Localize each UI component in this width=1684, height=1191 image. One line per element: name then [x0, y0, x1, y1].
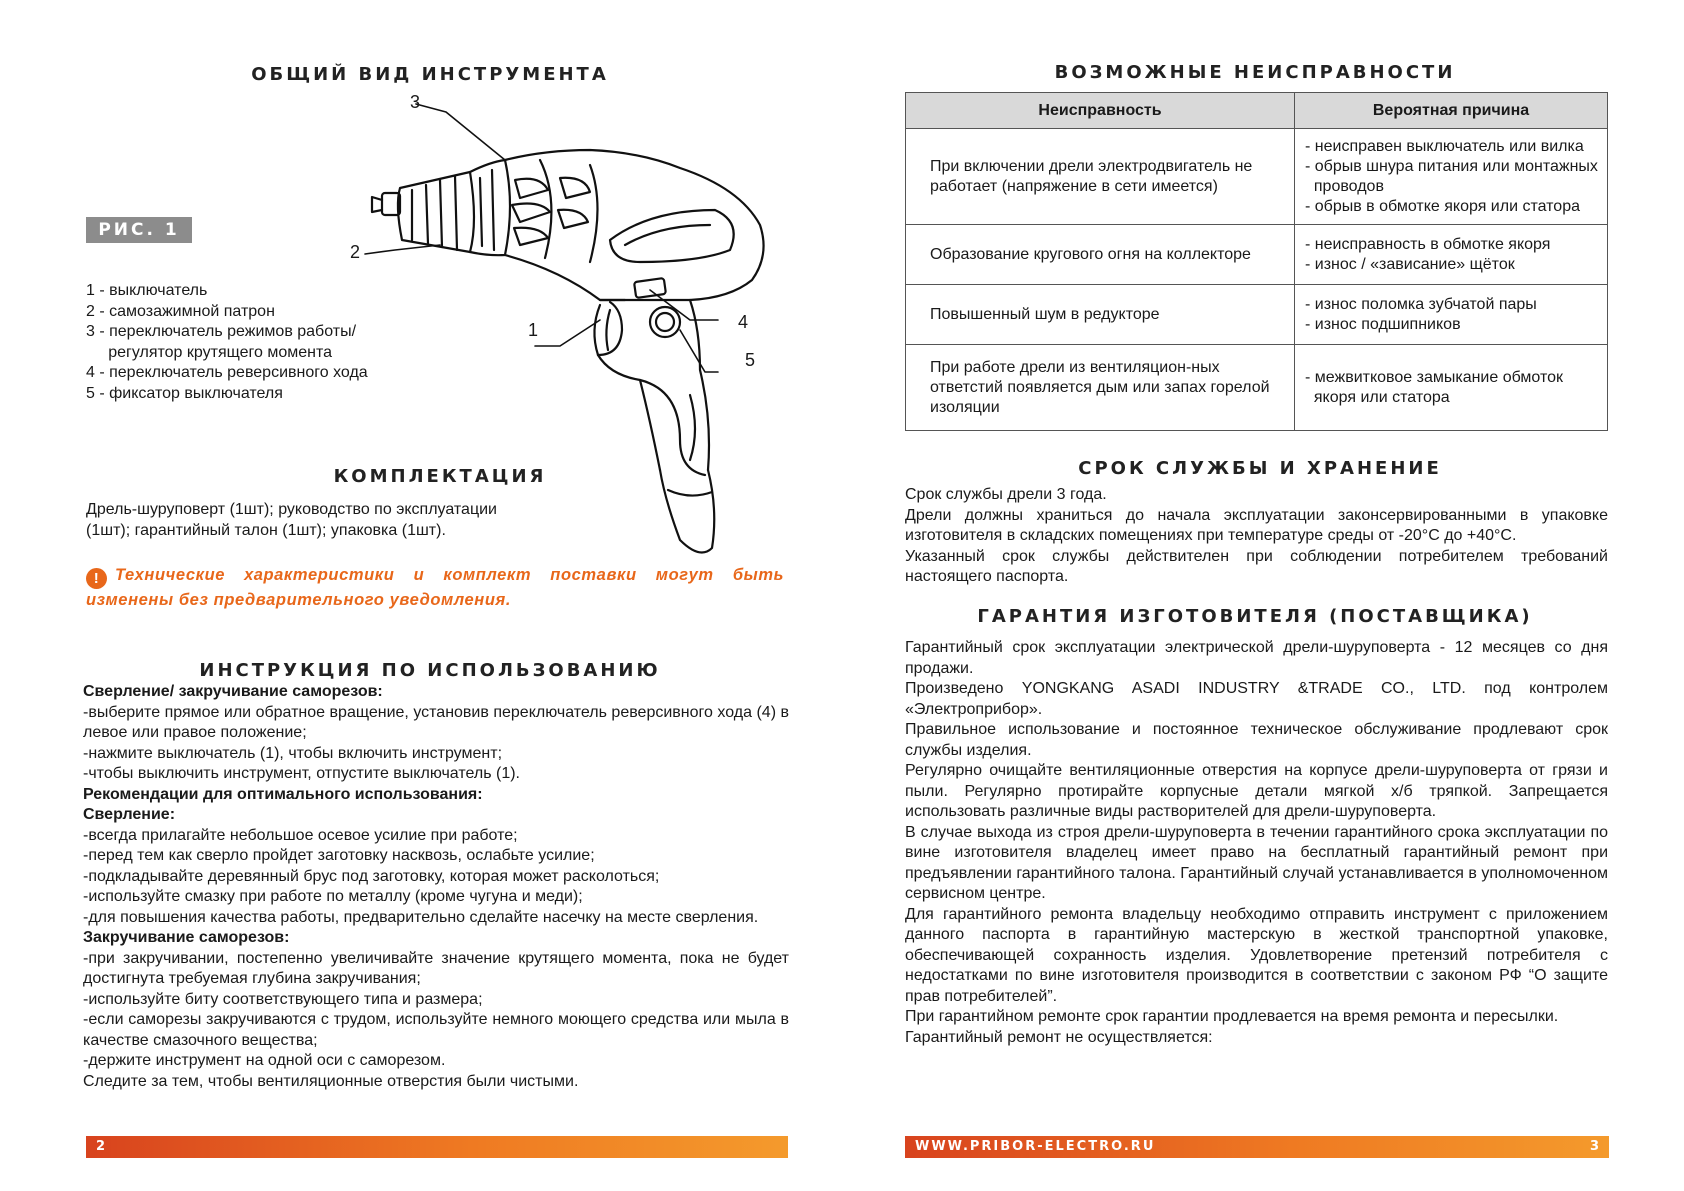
cause-cell: - неисправность в обмотке якоря - износ / «зависание» щёток	[1295, 225, 1608, 285]
kit-text	[86, 500, 556, 541]
warranty-line: Гарантийный срок эксплуатации электрической дрели-шуруповерта - 12 месяцев со дня продажи.	[905, 639, 1608, 677]
instruction-line: Следите за тем, чтобы вентиляционные отверстия были чистыми.	[83, 1072, 579, 1090]
table-header: Неисправность	[906, 93, 1295, 129]
fault-cell: Повышенный шум в редукторе	[906, 285, 1295, 345]
instruction-line: -для повышения качества работы, предварительно сделайте насечку на месте сверления.	[83, 908, 759, 926]
legend-item: 4 - переключатель реверсивного хода	[86, 364, 368, 381]
faults-title: ВОЗМОЖНЫЕ НЕИСПРАВНОСТИ	[1054, 62, 1456, 83]
fault-cell: При работе дрели из вентиляцион-ных ответстий появляется дым или запах горелой изоляции	[906, 345, 1295, 431]
table-row	[906, 129, 1608, 225]
instruction-line: -используйте смазку при работе по металлу (кроме чугуна и меди);	[83, 888, 583, 905]
table-row	[906, 225, 1608, 285]
instruction-line: -перед тем как сверло пройдет заготовку насквозь, ослабьте усилие;	[83, 847, 595, 864]
warranty-line: Произведено YONGKANG ASADI INDUSTRY &TRADE CO., LTD. под контролем «Электроприбор».	[905, 680, 1608, 718]
warranty-line: Гарантийный ремонт не осуществляется:	[905, 1028, 1213, 1046]
warranty-line: Правильное использование и постоянное техническое обслуживание продлевают срок службы изделия.	[905, 721, 1608, 759]
footer-bar-right	[905, 1136, 1609, 1158]
callout-2: 2	[350, 242, 361, 262]
legend-item: 3 - переключатель режимов работы/	[86, 323, 357, 340]
legend-item: 1 - выключатель	[86, 282, 208, 299]
instruction-line: -нажмите выключатель (1), чтобы включить инструмент;	[83, 744, 503, 762]
warning-text: Технические характеристики и комплект поставки могут быть изменены без предварительного уведомления.	[86, 566, 784, 609]
service-text	[905, 485, 1608, 588]
legend-item: 2 - самозажимной патрон	[86, 302, 275, 320]
instructions-title: ИНСТРУКЦИЯ ПО ИСПОЛЬЗОВАНИЮ	[199, 660, 661, 681]
page-number: 2	[96, 1139, 106, 1154]
warning-icon: !	[86, 568, 107, 589]
parts-legend	[86, 281, 368, 404]
instruction-line: -используйте биту соответствующего типа и размера;	[83, 990, 483, 1008]
instructions-body	[83, 682, 789, 1092]
warranty-line: Регулярно очищайте вентиляционные отверстия на корпусе дрели-шуруповерта от грязи и пыли. Регулярно протирайте корпусные детали мягкой х/б тряпкой. Запрещается использовать различные виды растворителей для дрели-шуруповерта.	[905, 762, 1608, 820]
warranty-line: При гарантийном ремонте срок гарантии продлевается на время ремонта и пересылки.	[905, 1008, 1559, 1025]
warning-note	[86, 564, 784, 611]
faults-table	[905, 92, 1608, 431]
warranty-text	[905, 638, 1608, 1048]
warranty-title: ГАРАНТИЯ ИЗГОТОВИТЕЛЯ (ПОСТАВЩИКА)	[977, 606, 1533, 627]
fault-cell: Образование кругового огня на коллекторе	[906, 225, 1295, 285]
callout-3: 3	[410, 92, 421, 112]
cause-cell: - межвитковое замыкание обмоток якоря или статора	[1295, 345, 1608, 431]
instruction-line: Рекомендации для оптимального использования:	[83, 785, 483, 803]
instruction-line: -при закручивании, постепенно увеличивайте значение крутящего момента, пока не будет достигнута требуемая глубина закручивания;	[83, 949, 789, 987]
page-number: 3	[1589, 1139, 1599, 1154]
general-view-title: ОБЩИЙ ВИД ИНСТРУМЕНТА	[251, 64, 609, 85]
kit-line: Дрель-шуруповерт (1шт); руководство по эксплуатации	[86, 501, 497, 518]
callout-1: 1	[528, 320, 539, 340]
cause-cell: - неисправен выключатель или вилка - обрыв шнура питания или монтажных проводов - обрыв в обмотке якоря или статора	[1295, 129, 1608, 225]
figure-label: РИС. 1	[86, 217, 192, 243]
instruction-line: -чтобы выключить инструмент, отпустите выключатель (1).	[83, 765, 520, 782]
kit-line: (1шт); гарантийный талон (1шт); упаковка (1шт).	[86, 521, 446, 539]
instruction-line: Сверление:	[83, 806, 176, 823]
callout-5: 5	[745, 350, 756, 370]
cause-cell: - износ поломка зубчатой пары - износ подшипников	[1295, 285, 1608, 345]
service-line: Дрели должны храниться до начала эксплуатации законсервированными в упаковке изготовителя в складских помещениях при температуре среды от -20°С до +40°С.	[905, 506, 1608, 544]
instruction-line: -выберите прямое или обратное вращение, установив переключатель реверсивного хода (4) в левое или правое положение;	[83, 703, 789, 741]
kit-title: КОМПЛЕКТАЦИЯ	[333, 466, 547, 487]
table-row	[906, 345, 1608, 431]
callout-4: 4	[738, 312, 749, 332]
service-title: СРОК СЛУЖБЫ И ХРАНЕНИЕ	[1078, 458, 1442, 479]
fault-cell: При включении дрели электродвигатель не работает (напряжение в сети имеется)	[906, 129, 1295, 225]
service-line: Указанный срок службы действителен при соблюдении потребителем требований настоящего паспорта.	[905, 547, 1608, 585]
legend-item: 5 - фиксатор выключателя	[86, 384, 283, 402]
instruction-line: Закручивание саморезов:	[83, 929, 290, 946]
website-url[interactable]: WWW.PRIBOR-ELECTRO.RU	[915, 1139, 1156, 1154]
instruction-line: Сверление/ закручивание саморезов:	[83, 683, 383, 700]
footer-bar-left	[86, 1136, 788, 1158]
instruction-line: -подкладывайте деревянный брус под заготовку, которая может расколоться;	[83, 867, 660, 885]
instruction-line: -держите инструмент на одной оси с саморезом.	[83, 1052, 446, 1069]
legend-item: регулятор крутящего момента	[86, 343, 332, 361]
warranty-line: Для гарантийного ремонта владельцу необходимо отправить инструмент с приложением данного паспорта в гарантийную мастерскую в жесткой транспортной упаковке, обеспечивающей сохранность изделия. Удовлетворение претензий потребителя с недостатками по вине изготовителя производится в соответствии с законом РФ “О защите прав потребителей”.	[905, 905, 1608, 1005]
table-header: Вероятная причина	[1295, 93, 1608, 129]
table-header-row	[906, 93, 1608, 129]
warranty-line: В случае выхода из строя дрели-шуруповерта в течении гарантийного срока эксплуатации по вине изготовителя владелец имеет право на бесплатный гарантийный ремонт при предъявлении гарантийного талона. Гарантийный случай устанавливается в уполномоченном сервисном центре.	[905, 823, 1608, 902]
instruction-line: -всегда прилагайте небольшое осевое усилие при работе;	[83, 826, 518, 844]
table-row	[906, 285, 1608, 345]
instruction-line: -если саморезы закручиваются с трудом, используйте немного моющего средства или мыла в качестве смазочного вещества;	[83, 1011, 789, 1049]
service-line: Срок службы дрели 3 года.	[905, 486, 1107, 503]
